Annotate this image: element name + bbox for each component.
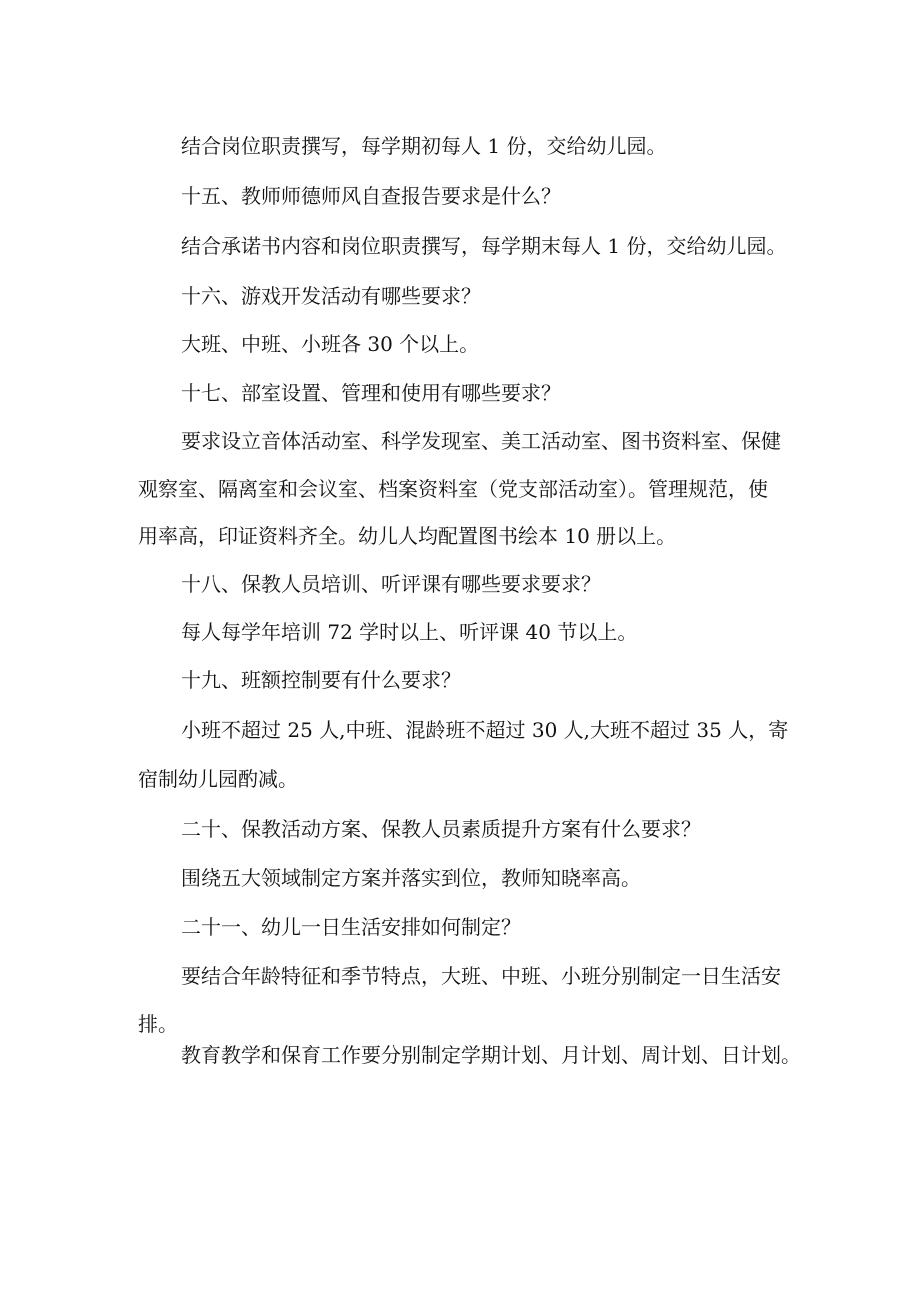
section-heading: 二十、保教活动方案、保教人员素质提升方案有什么要求？	[181, 817, 701, 841]
section-heading: 十七、部室设置、管理和使用有哪些要求？	[181, 381, 561, 405]
section-heading: 十九、班额控制要有什么要求？	[181, 668, 461, 692]
paragraph-line: 结合承诺书内容和岗位职责撰写，每学期末每人 1 份，交给幼儿园。	[181, 234, 787, 258]
paragraph-line: 结合岗位职责撰写，每学期初每人 1 份，交给幼儿园。	[181, 134, 667, 158]
paragraph-line: 每人每学年培训 72 学时以上、听评课 40 节以上。	[181, 620, 638, 644]
paragraph-line: 用率高，印证资料齐全。幼儿人均配置图书绘本 10 册以上。	[138, 524, 677, 548]
paragraph-line: 要结合年龄特征和季节特点，大班、中班、小班分别制定一日生活安	[181, 964, 781, 988]
paragraph-line: 观察室、隔离室和会议室、档案资料室（党支部活动室）。管理规范，使	[138, 477, 768, 501]
paragraph-line: 围绕五大领域制定方案并落实到位，教师知晓率高。	[181, 866, 641, 890]
paragraph-line: 教育教学和保育工作要分别制定学期计划、月计划、周计划、日计划。	[181, 1043, 801, 1067]
paragraph-line: 排。	[138, 1012, 178, 1036]
section-heading: 十六、游戏开发活动有哪些要求？	[181, 284, 481, 308]
paragraph-line: 大班、中班、小班各 30 个以上。	[181, 332, 480, 356]
section-heading: 十八、保教人员培训、听评课有哪些要求要求？	[181, 572, 601, 596]
paragraph-line: 小班不超过 25 人,中班、混龄班不超过 30 人,大班不超过 35 人，寄	[181, 718, 789, 742]
paragraph-line: 要求设立音体活动室、科学发现室、美工活动室、图书资料室、保健	[181, 429, 781, 453]
paragraph-line: 宿制幼儿园酌减。	[138, 767, 298, 791]
section-heading: 十五、教师师德师风自查报告要求是什么？	[181, 184, 561, 208]
section-heading: 二十一、幼儿一日生活安排如何制定？	[181, 915, 521, 939]
